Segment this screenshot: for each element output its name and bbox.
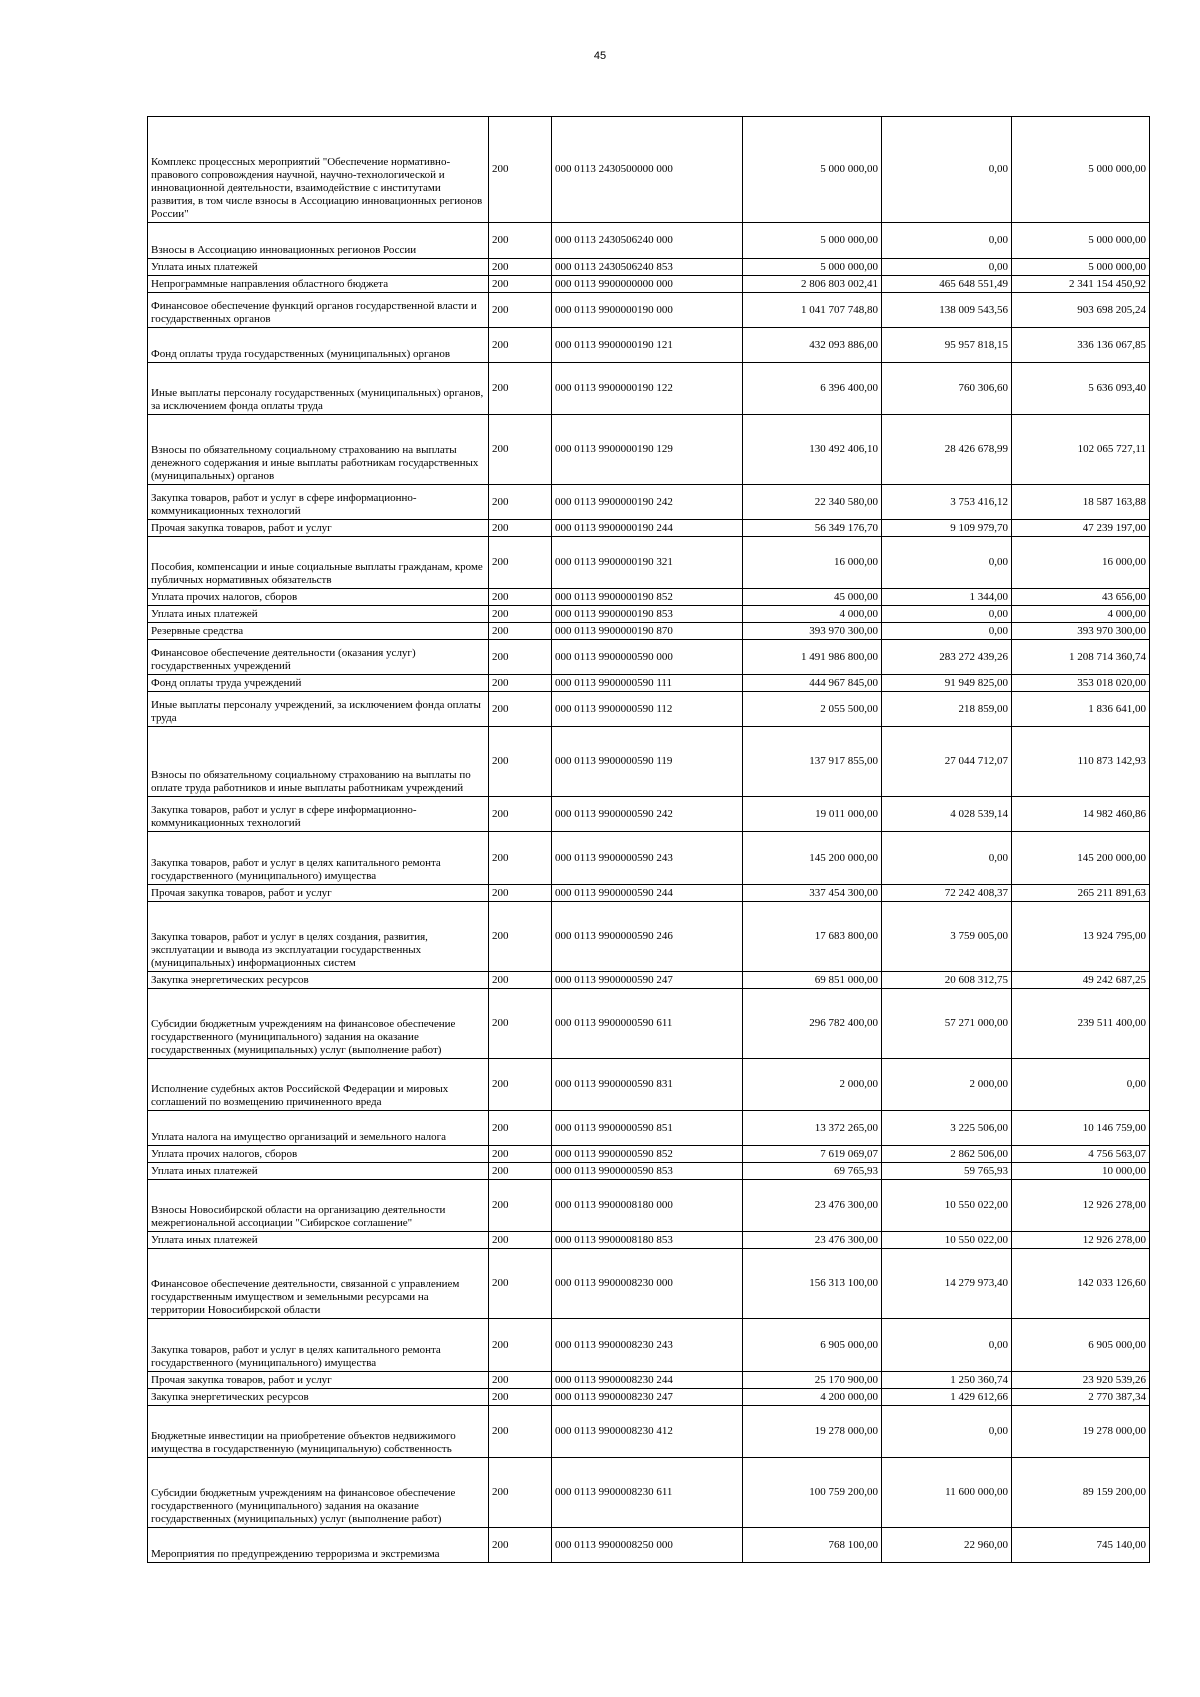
remaining-amount: 110 873 142,93 (1012, 727, 1150, 797)
classification-code: 000 0113 9900000590 119 (552, 727, 743, 797)
table-row (148, 1180, 1150, 1232)
planned-amount: 2 055 500,00 (743, 692, 882, 727)
row-label: Иные выплаты персоналу учреждений, за исключением фонда оплаты труда (148, 692, 489, 727)
remaining-amount: 4 756 563,07 (1012, 1146, 1150, 1163)
remaining-amount: 353 018 020,00 (1012, 675, 1150, 692)
remaining-amount: 142 033 126,60 (1012, 1249, 1150, 1319)
remaining-amount: 12 926 278,00 (1012, 1180, 1150, 1232)
row-label: Уплата иных платежей (148, 606, 489, 623)
remaining-amount: 1 208 714 360,74 (1012, 640, 1150, 675)
classification-code: 000 0113 9900000190 244 (552, 520, 743, 537)
executed-amount: 0,00 (882, 1406, 1012, 1458)
table-row (148, 1232, 1150, 1249)
admin-code: 200 (489, 623, 552, 640)
executed-amount: 11 600 000,00 (882, 1458, 1012, 1528)
planned-amount: 393 970 300,00 (743, 623, 882, 640)
executed-amount: 3 753 416,12 (882, 485, 1012, 520)
classification-code: 000 0113 9900000590 851 (552, 1111, 743, 1146)
planned-amount: 6 905 000,00 (743, 1319, 882, 1372)
executed-amount: 3 759 005,00 (882, 902, 1012, 972)
table-row (148, 276, 1150, 293)
table-row (148, 1528, 1150, 1563)
row-label: Непрограммные направления областного бюджета (148, 276, 489, 293)
executed-amount: 0,00 (882, 606, 1012, 623)
planned-amount: 23 476 300,00 (743, 1180, 882, 1232)
row-label: Бюджетные инвестиции на приобретение объектов недвижимого имущества в государственную (муниципальную) собственность (148, 1406, 489, 1458)
remaining-amount: 5 636 093,40 (1012, 363, 1150, 415)
remaining-amount: 1 836 641,00 (1012, 692, 1150, 727)
table-row (148, 885, 1150, 902)
admin-code: 200 (489, 1163, 552, 1180)
row-label: Взносы в Ассоциацию инновационных регионов России (148, 223, 489, 259)
table-row (148, 1372, 1150, 1389)
row-label: Закупка товаров, работ и услуг в сфере информационно-коммуникационных технологий (148, 485, 489, 520)
row-label: Субсидии бюджетным учреждениям на финансовое обеспечение государственного (муниципального) задания на оказание государственных (муниципальных) услуг (выполнение работ) (148, 1458, 489, 1528)
table-row (148, 293, 1150, 328)
planned-amount: 19 011 000,00 (743, 797, 882, 832)
planned-amount: 5 000 000,00 (743, 259, 882, 276)
executed-amount: 22 960,00 (882, 1528, 1012, 1563)
admin-code: 200 (489, 117, 552, 223)
classification-code: 000 0113 9900000590 853 (552, 1163, 743, 1180)
executed-amount: 57 271 000,00 (882, 989, 1012, 1059)
planned-amount: 22 340 580,00 (743, 485, 882, 520)
executed-amount: 3 225 506,00 (882, 1111, 1012, 1146)
planned-amount: 6 396 400,00 (743, 363, 882, 415)
remaining-amount: 16 000,00 (1012, 537, 1150, 589)
row-label: Закупка энергетических ресурсов (148, 1389, 489, 1406)
row-label: Закупка товаров, работ и услуг в целях капитального ремонта государственного (муниципального) имущества (148, 1319, 489, 1372)
page-number: 45 (593, 50, 607, 62)
row-label: Взносы по обязательному социальному страхованию на выплаты по оплате труда работников и иные выплаты работникам учреждений (148, 727, 489, 797)
admin-code: 200 (489, 692, 552, 727)
table-row (148, 117, 1150, 223)
remaining-amount: 89 159 200,00 (1012, 1458, 1150, 1528)
classification-code: 000 0113 9900000590 831 (552, 1059, 743, 1111)
table-row (148, 1319, 1150, 1372)
row-label: Закупка товаров, работ и услуг в сфере информационно-коммуникационных технологий (148, 797, 489, 832)
row-label: Субсидии бюджетным учреждениям на финансовое обеспечение государственного (муниципального) задания на оказание государственных (муниципальных) услуг (выполнение работ) (148, 989, 489, 1059)
executed-amount: 465 648 551,49 (882, 276, 1012, 293)
remaining-amount: 18 587 163,88 (1012, 485, 1150, 520)
executed-amount: 27 044 712,07 (882, 727, 1012, 797)
admin-code: 200 (489, 1146, 552, 1163)
row-label: Исполнение судебных актов Российской Федерации и мировых соглашений по возмещению причиненного вреда (148, 1059, 489, 1111)
remaining-amount: 5 000 000,00 (1012, 117, 1150, 223)
planned-amount: 145 200 000,00 (743, 832, 882, 885)
planned-amount: 2 000,00 (743, 1059, 882, 1111)
classification-code: 000 0113 9900008230 244 (552, 1372, 743, 1389)
row-label: Резервные средства (148, 623, 489, 640)
classification-code: 000 0113 9900008230 243 (552, 1319, 743, 1372)
classification-code: 000 0113 9900008230 412 (552, 1406, 743, 1458)
row-label: Финансовое обеспечение деятельности, связанной с управлением государственным имуществом и земельными ресурсами на территории Новосибирской области (148, 1249, 489, 1319)
classification-code: 000 0113 2430506240 853 (552, 259, 743, 276)
remaining-amount: 10 000,00 (1012, 1163, 1150, 1180)
classification-code: 000 0113 9900000190 870 (552, 623, 743, 640)
classification-code: 000 0113 9900000190 852 (552, 589, 743, 606)
table-row (148, 520, 1150, 537)
executed-amount: 95 957 818,15 (882, 328, 1012, 363)
classification-code: 000 0113 9900000590 243 (552, 832, 743, 885)
admin-code: 200 (489, 259, 552, 276)
table-row (148, 989, 1150, 1059)
executed-amount: 2 000,00 (882, 1059, 1012, 1111)
classification-code: 000 0113 9900000590 000 (552, 640, 743, 675)
planned-amount: 69 765,93 (743, 1163, 882, 1180)
admin-code: 200 (489, 1528, 552, 1563)
executed-amount: 1 250 360,74 (882, 1372, 1012, 1389)
planned-amount: 137 917 855,00 (743, 727, 882, 797)
planned-amount: 100 759 200,00 (743, 1458, 882, 1528)
classification-code: 000 0113 2430500000 000 (552, 117, 743, 223)
classification-code: 000 0113 9900000190 321 (552, 537, 743, 589)
remaining-amount: 2 341 154 450,92 (1012, 276, 1150, 293)
admin-code: 200 (489, 1180, 552, 1232)
table-row (148, 972, 1150, 989)
remaining-amount: 5 000 000,00 (1012, 259, 1150, 276)
admin-code: 200 (489, 1389, 552, 1406)
classification-code: 000 0113 9900000590 244 (552, 885, 743, 902)
classification-code: 000 0113 9900000590 246 (552, 902, 743, 972)
remaining-amount: 145 200 000,00 (1012, 832, 1150, 885)
row-label: Уплата иных платежей (148, 1163, 489, 1180)
admin-code: 200 (489, 1111, 552, 1146)
row-label: Закупка энергетических ресурсов (148, 972, 489, 989)
admin-code: 200 (489, 276, 552, 293)
remaining-amount: 0,00 (1012, 1059, 1150, 1111)
executed-amount: 0,00 (882, 832, 1012, 885)
remaining-amount: 49 242 687,25 (1012, 972, 1150, 989)
executed-amount: 10 550 022,00 (882, 1180, 1012, 1232)
classification-code: 000 0113 9900000590 852 (552, 1146, 743, 1163)
admin-code: 200 (489, 1319, 552, 1372)
classification-code: 000 0113 9900000190 129 (552, 415, 743, 485)
table-row (148, 797, 1150, 832)
remaining-amount: 47 239 197,00 (1012, 520, 1150, 537)
executed-amount: 138 009 543,56 (882, 293, 1012, 328)
row-label: Иные выплаты персоналу государственных (муниципальных) органов, за исключением фонда оплаты труда (148, 363, 489, 415)
table-row (148, 727, 1150, 797)
row-label: Пособия, компенсации и иные социальные выплаты гражданам, кроме публичных нормативных обязательств (148, 537, 489, 589)
row-label: Закупка товаров, работ и услуг в целях создания, развития, эксплуатации и вывода из эксплуатации государственных (муниципальных) информационных систем (148, 902, 489, 972)
row-label: Прочая закупка товаров, работ и услуг (148, 885, 489, 902)
executed-amount: 0,00 (882, 223, 1012, 259)
admin-code: 200 (489, 972, 552, 989)
planned-amount: 1 491 986 800,00 (743, 640, 882, 675)
remaining-amount: 6 905 000,00 (1012, 1319, 1150, 1372)
table-row (148, 1249, 1150, 1319)
remaining-amount: 2 770 387,34 (1012, 1389, 1150, 1406)
row-label: Взносы Новосибирской области на организацию деятельности межрегиональной ассоциации "Сибирское соглашение" (148, 1180, 489, 1232)
executed-amount: 0,00 (882, 1319, 1012, 1372)
remaining-amount: 745 140,00 (1012, 1528, 1150, 1563)
row-label: Закупка товаров, работ и услуг в целях капитального ремонта государственного (муниципального) имущества (148, 832, 489, 885)
admin-code: 200 (489, 589, 552, 606)
planned-amount: 4 200 000,00 (743, 1389, 882, 1406)
executed-amount: 2 862 506,00 (882, 1146, 1012, 1163)
table-row (148, 1458, 1150, 1528)
budget-table (147, 116, 1150, 1563)
table-row (148, 363, 1150, 415)
admin-code: 200 (489, 832, 552, 885)
planned-amount: 444 967 845,00 (743, 675, 882, 692)
table-row (148, 1406, 1150, 1458)
row-label: Финансовое обеспечение функций органов государственной власти и государственных органов (148, 293, 489, 328)
remaining-amount: 23 920 539,26 (1012, 1372, 1150, 1389)
admin-code: 200 (489, 797, 552, 832)
classification-code: 000 0113 9900000190 000 (552, 293, 743, 328)
remaining-amount: 336 136 067,85 (1012, 328, 1150, 363)
classification-code: 000 0113 9900000590 112 (552, 692, 743, 727)
remaining-amount: 5 000 000,00 (1012, 223, 1150, 259)
remaining-amount: 10 146 759,00 (1012, 1111, 1150, 1146)
table-row (148, 640, 1150, 675)
admin-code: 200 (489, 363, 552, 415)
executed-amount: 9 109 979,70 (882, 520, 1012, 537)
executed-amount: 218 859,00 (882, 692, 1012, 727)
classification-code: 000 0113 9900000590 247 (552, 972, 743, 989)
remaining-amount: 265 211 891,63 (1012, 885, 1150, 902)
admin-code: 200 (489, 485, 552, 520)
classification-code: 000 0113 9900008230 247 (552, 1389, 743, 1406)
admin-code: 200 (489, 537, 552, 589)
planned-amount: 25 170 900,00 (743, 1372, 882, 1389)
row-label: Мероприятия по предупреждению терроризма и экстремизма (148, 1528, 489, 1563)
executed-amount: 283 272 439,26 (882, 640, 1012, 675)
admin-code: 200 (489, 520, 552, 537)
planned-amount: 19 278 000,00 (743, 1406, 882, 1458)
table-row (148, 1146, 1150, 1163)
executed-amount: 0,00 (882, 117, 1012, 223)
table-row (148, 675, 1150, 692)
admin-code: 200 (489, 415, 552, 485)
admin-code: 200 (489, 885, 552, 902)
planned-amount: 130 492 406,10 (743, 415, 882, 485)
planned-amount: 5 000 000,00 (743, 223, 882, 259)
row-label: Финансовое обеспечение деятельности (оказания услуг) государственных учреждений (148, 640, 489, 675)
row-label: Фонд оплаты труда государственных (муниципальных) органов (148, 328, 489, 363)
executed-amount: 0,00 (882, 623, 1012, 640)
budget-table-body (148, 117, 1150, 1563)
planned-amount: 156 313 100,00 (743, 1249, 882, 1319)
remaining-amount: 19 278 000,00 (1012, 1406, 1150, 1458)
classification-code: 000 0113 9900000190 122 (552, 363, 743, 415)
admin-code: 200 (489, 1249, 552, 1319)
executed-amount: 28 426 678,99 (882, 415, 1012, 485)
admin-code: 200 (489, 328, 552, 363)
executed-amount: 10 550 022,00 (882, 1232, 1012, 1249)
classification-code: 000 0113 9900008230 611 (552, 1458, 743, 1528)
classification-code: 000 0113 2430506240 000 (552, 223, 743, 259)
admin-code: 200 (489, 293, 552, 328)
table-row (148, 832, 1150, 885)
remaining-amount: 43 656,00 (1012, 589, 1150, 606)
planned-amount: 768 100,00 (743, 1528, 882, 1563)
executed-amount: 14 279 973,40 (882, 1249, 1012, 1319)
table-row (148, 1111, 1150, 1146)
planned-amount: 296 782 400,00 (743, 989, 882, 1059)
admin-code: 200 (489, 727, 552, 797)
planned-amount: 5 000 000,00 (743, 117, 882, 223)
executed-amount: 0,00 (882, 259, 1012, 276)
remaining-amount: 4 000,00 (1012, 606, 1150, 623)
classification-code: 000 0113 9900000000 000 (552, 276, 743, 293)
planned-amount: 69 851 000,00 (743, 972, 882, 989)
admin-code: 200 (489, 902, 552, 972)
table-row (148, 692, 1150, 727)
table-row (148, 328, 1150, 363)
planned-amount: 432 093 886,00 (743, 328, 882, 363)
planned-amount: 45 000,00 (743, 589, 882, 606)
executed-amount: 1 344,00 (882, 589, 1012, 606)
planned-amount: 4 000,00 (743, 606, 882, 623)
remaining-amount: 102 065 727,11 (1012, 415, 1150, 485)
planned-amount: 2 806 803 002,41 (743, 276, 882, 293)
table-row (148, 623, 1150, 640)
remaining-amount: 903 698 205,24 (1012, 293, 1150, 328)
remaining-amount: 239 511 400,00 (1012, 989, 1150, 1059)
table-row (148, 485, 1150, 520)
admin-code: 200 (489, 1059, 552, 1111)
planned-amount: 23 476 300,00 (743, 1232, 882, 1249)
table-row (148, 902, 1150, 972)
executed-amount: 4 028 539,14 (882, 797, 1012, 832)
executed-amount: 59 765,93 (882, 1163, 1012, 1180)
row-label: Уплата иных платежей (148, 1232, 489, 1249)
row-label: Уплата прочих налогов, сборов (148, 1146, 489, 1163)
remaining-amount: 393 970 300,00 (1012, 623, 1150, 640)
admin-code: 200 (489, 675, 552, 692)
table-row (148, 223, 1150, 259)
row-label: Комплекс процессных мероприятий "Обеспечение нормативно-правового сопровождения научной, научно-технологической и инновационной деятельности, взаимодействие с институтами развития, в том числе взносы в Ассоциацию инновационных регионов России" (148, 117, 489, 223)
planned-amount: 13 372 265,00 (743, 1111, 882, 1146)
remaining-amount: 12 926 278,00 (1012, 1232, 1150, 1249)
row-label: Прочая закупка товаров, работ и услуг (148, 1372, 489, 1389)
executed-amount: 72 242 408,37 (882, 885, 1012, 902)
classification-code: 000 0113 9900000190 853 (552, 606, 743, 623)
executed-amount: 0,00 (882, 537, 1012, 589)
planned-amount: 337 454 300,00 (743, 885, 882, 902)
row-label: Взносы по обязательному социальному страхованию на выплаты денежного содержания и иные выплаты работникам государственных (муниципальных) органов (148, 415, 489, 485)
admin-code: 200 (489, 1232, 552, 1249)
remaining-amount: 13 924 795,00 (1012, 902, 1150, 972)
table-row (148, 1163, 1150, 1180)
admin-code: 200 (489, 223, 552, 259)
admin-code: 200 (489, 1458, 552, 1528)
classification-code: 000 0113 9900008180 000 (552, 1180, 743, 1232)
classification-code: 000 0113 9900000190 121 (552, 328, 743, 363)
row-label: Фонд оплаты труда учреждений (148, 675, 489, 692)
table-row (148, 415, 1150, 485)
classification-code: 000 0113 9900008230 000 (552, 1249, 743, 1319)
executed-amount: 1 429 612,66 (882, 1389, 1012, 1406)
table-row (148, 537, 1150, 589)
executed-amount: 20 608 312,75 (882, 972, 1012, 989)
admin-code: 200 (489, 1406, 552, 1458)
row-label: Уплата прочих налогов, сборов (148, 589, 489, 606)
admin-code: 200 (489, 1372, 552, 1389)
executed-amount: 760 306,60 (882, 363, 1012, 415)
row-label: Уплата налога на имущество организаций и земельного налога (148, 1111, 489, 1146)
classification-code: 000 0113 9900000590 242 (552, 797, 743, 832)
classification-code: 000 0113 9900000190 242 (552, 485, 743, 520)
row-label: Прочая закупка товаров, работ и услуг (148, 520, 489, 537)
executed-amount: 91 949 825,00 (882, 675, 1012, 692)
planned-amount: 1 041 707 748,80 (743, 293, 882, 328)
classification-code: 000 0113 9900008180 853 (552, 1232, 743, 1249)
remaining-amount: 14 982 460,86 (1012, 797, 1150, 832)
admin-code: 200 (489, 640, 552, 675)
planned-amount: 7 619 069,07 (743, 1146, 882, 1163)
planned-amount: 56 349 176,70 (743, 520, 882, 537)
table-row (148, 259, 1150, 276)
classification-code: 000 0113 9900000590 111 (552, 675, 743, 692)
classification-code: 000 0113 9900000590 611 (552, 989, 743, 1059)
admin-code: 200 (489, 606, 552, 623)
classification-code: 000 0113 9900008250 000 (552, 1528, 743, 1563)
planned-amount: 16 000,00 (743, 537, 882, 589)
admin-code: 200 (489, 989, 552, 1059)
table-row (148, 589, 1150, 606)
table-row (148, 1389, 1150, 1406)
row-label: Уплата иных платежей (148, 259, 489, 276)
table-row (148, 606, 1150, 623)
planned-amount: 17 683 800,00 (743, 902, 882, 972)
table-row (148, 1059, 1150, 1111)
